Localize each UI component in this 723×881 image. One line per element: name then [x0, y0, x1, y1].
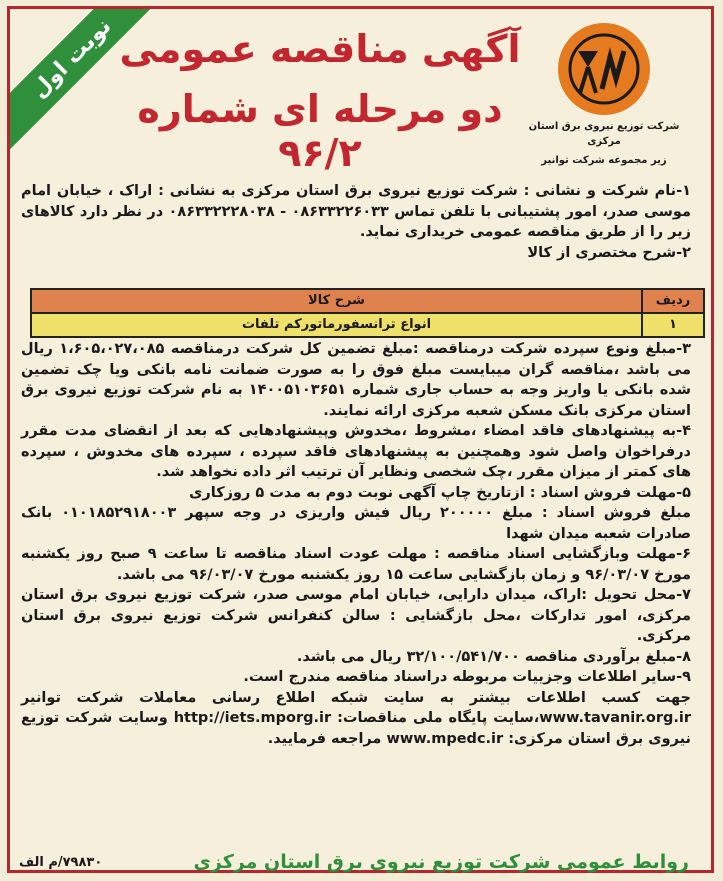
- table-header-row: [32, 290, 703, 312]
- table-row: [32, 312, 703, 336]
- section-6: ۶-مهلت وبازگشایی اسناد مناقصه : مهلت عودت اسناد مناقصه تا ساعت ۹ صبح روز یکشنبه مورخ ۹۶/۰۳/۰۷ و زمان بازگشایی ساعت ۱۵ روز یکشنبه مورخ ۹۶/۰۳/۰۷ می باشد.: [21, 546, 691, 583]
- section-4: ۴-به پیشنهادهای فاقد امضاء ،مشروط ،مخدوش وپیشنهادهایی که بعد از انقضای مدت مقرر درفراخوان واصل شود وهمچنین به پیشنهادهای فاقد سپرده ، سپرده های مخدوش ، سپرده های کمتر از میزان مقرر ،چک شخصی ونظایر آن ترتیب اثر داده نخواهد شد.: [21, 423, 691, 480]
- section-1-2: [21, 181, 691, 263]
- header-description: شرح کالا: [308, 293, 365, 308]
- logo-caption-1: شرکت توزیع نیروی برق استان مرکزی: [528, 121, 680, 147]
- footer-code: ۷۹۸۳۰/م الف: [19, 854, 103, 870]
- company-logo-block: [519, 23, 689, 168]
- section-3: ۳-مبلغ ونوع سپرده شرکت درمناقصه :مبلغ تضمین کل شرکت درمناقصه ۱،۶۰۵،۰۲۷،۰۸۵ ریال می باشد ،مناقصه گران میبایست مبلغ فوق را به صورت ضمانت نامه بانکی ویا چک تضمین شده بانکی یا واریز وجه به حساب جاری شماره ۱۴۰۰۵۱۰۳۶۵۱ به نام شرکت توزیع نیروی برق استان مرکزی بانک مسکن شعبه مرکزی ارائه نمایند.: [21, 341, 691, 419]
- logo-caption-2: زیر مجموعه شرکت توانیر: [541, 155, 667, 166]
- section-2: ۲-شرح مختصری از کالا: [527, 244, 691, 261]
- ad-title: آگهی مناقصه عمومی: [119, 27, 521, 71]
- section-5b: مبلغ فروش اسناد : مبلغ ۲۰۰۰۰۰ ریال فیش واریزی در وجه سپهر ۰۱۰۱۸۵۲۹۱۸۰۰۳ بانک صادرات شعبه میدان شهدا: [21, 505, 691, 542]
- section-8: ۸-مبلغ برآوردی مناقصه ۳۲/۱۰۰/۵۴۱/۷۰۰ ریال می باشد.: [296, 648, 691, 665]
- ad-subtitle: دو مرحله ای شماره ۹۶/۲: [137, 87, 503, 175]
- section-1: ۱-نام شرکت و نشانی : شرکت توزیع نیروی برق استان مرکزی به نشانی : اراک ، خیابان امام موسی صدر، امور پشتیبانی با تلفن تماس ۰۸۶۳۳۲۲۶۰۳۳ - ۰۸۶۳۳۲۲۲۸۰۳۸ در نظر دارد کالاهای زیر را از طریق مناقصه عمومی خریداری نماید.: [21, 183, 692, 240]
- company-logo-icon: [558, 23, 650, 115]
- footer-organization: روابط عمومی شرکت توزیع نیروی برق استان مرکزی: [193, 851, 689, 873]
- row-index: ۱: [641, 314, 703, 336]
- section-9: ۹-سایر اطلاعات وجزییات مربوطه دراسناد مناقصه مندرج است.: [243, 669, 691, 685]
- section-7: ۷-محل تحویل :اراک، میدان دارایی، خیابان امام موسی صدر، شرکت توزیع نیروی برق استان مرکزی، امور تدارکات ،محل بازگشایی : سالن کنفرانس شرکت توزیع نیروی برق استان مرکزی.: [21, 587, 691, 644]
- footer: [19, 851, 689, 873]
- goods-table: [30, 288, 705, 338]
- info-paragraph: جهت کسب اطلاعات بیشتر به سایت شبکه اطلاع رسانی معاملات شرکت توانیر www.tavanir.org.ir،سایت پایگاه ملی مناقصات: http://iets.mporg.ir وسایت شرکت توزیع نیروی برق استان مرکزی: www.mpedc.ir مراجعه فرمایید.: [21, 689, 691, 747]
- ribbon-label: نوبت اول: [10, 9, 160, 151]
- sections-3-9: [21, 339, 691, 749]
- advertisement-frame: [7, 6, 714, 873]
- header-index: ردیف: [641, 290, 703, 312]
- section-5a: ۵-مهلت فروش اسناد : ازتاریخ چاپ آگهی نوبت دوم به مدت ۵ روزکاری: [189, 484, 691, 501]
- row-description: انواع ترانسفورماتورکم تلفات: [241, 317, 432, 332]
